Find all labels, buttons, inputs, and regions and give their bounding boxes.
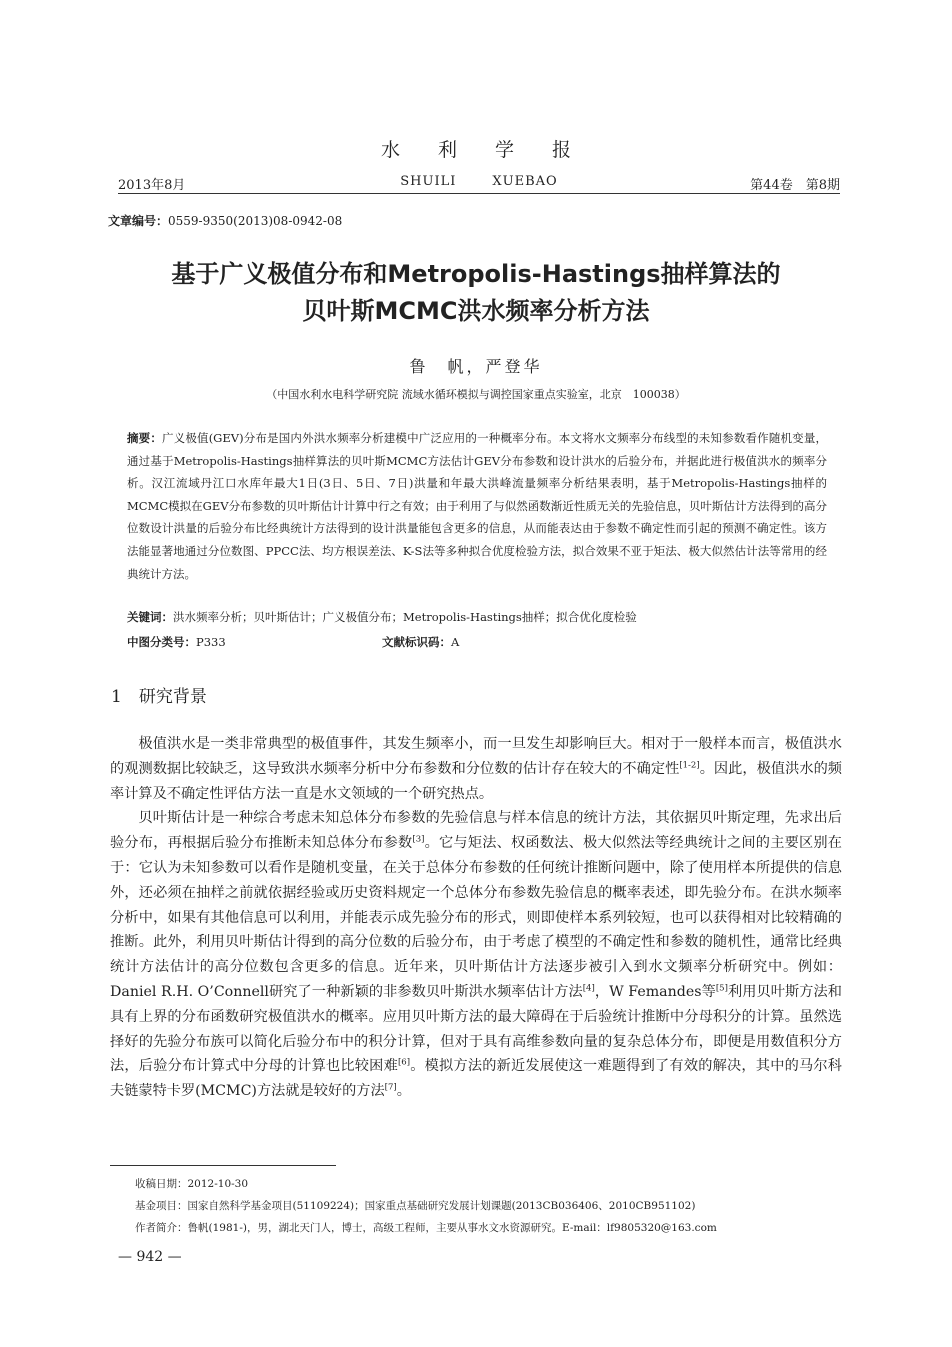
classification-label: 中图分类号： (127, 635, 196, 649)
citation: [7] (384, 1082, 397, 1093)
article-number-label: 文章编号： (108, 214, 169, 228)
abstract-text: 广义极值(GEV)分布是国内外洪水频率分析建模中广泛应用的一种概率分布。本文将水文频率分布线型的未知参数看作随机变量，通过基于Metropolis-Hastings抽样算法的贝叶斯MCMC方法估计GEV分布参数和设计洪水的后验分布，并据此进行极值洪水的频率分析。汉江流域丹江口水库年最大1日(3日、5日、7日)洪量和年最大洪峰流量频率分析结果表明，基于Metropolis-Hastings抽样的MCMC模拟在GEV分布参数的贝叶斯估计计算中行之有效；由于利用了与似然函数渐近性质无关的先验信息，贝叶斯估计方法得到的高分位数设计洪量的后验分布比经典统计方法得到的设计洪量能包含更多的信息，从而能表达由于参数不确定性而引起的预测不确定性。该方法能显著地通过分位数图、PPCC法、均方根误差法、K-S法等多种拟合优度检验方法，拟合效果不亚于矩法、极大似然估计法等常用的经典统计方法。 (127, 431, 828, 581)
citation: [4] (582, 983, 595, 994)
affiliation: （中国水利水电科学研究院 流域水循环模拟与调控国家重点实验室，北京 100038） (266, 388, 686, 401)
text-run: 利用贝叶斯方法和具有上界的分布函数研究极值洪水的概率。应用贝叶斯方法的最大障碍在于后验统计推断中分母积分的计算。虽然选择好的先验分布族可以简化后验分布中的积分计算，但对于具有高维参数向量的复杂总体分布，即便是用数值积分方法，后验分布计算式中分母的计算也比较困难 (110, 983, 842, 1075)
journal-pinyin (118, 174, 840, 189)
issue-date: 2013年8月 (118, 178, 186, 193)
keywords-label: 关键词： (127, 610, 173, 624)
article-number-value: 0559-9350(2013)08-0942-08 (168, 214, 343, 228)
paper-title-line1: 基于广义极值分布和Metropolis-Hastings抽样算法的 (171, 260, 781, 288)
text-run: ，W Femandes等 (594, 983, 716, 1000)
text-run: 。 (396, 1083, 411, 1100)
text-run: 。它与矩法、权函数法、极大似然法等经典统计之间的主要区别在于：它认为未知参数可以看作是随机变量，在关于总体分布参数的任何统计推断问题中，除了使用样本所提供的信息外，还必须在抽样之前就依据经验或历史资料规定一个总体分布参数先验信息的概率表述，即先验分布。在洪水频率分析中，如果有其他信息可以利用，并能表示成先验分布的形式，则即使样本系列较短，也可以获得相对比较精确的推断。此外，利用贝叶斯估计得到的高分位数的后验分布，由于考虑了模型的不确定性和参数的随机性，通常比经典统计方法估计的高分位数包含更多的信息。近年来，贝叶斯估计方法逐步被引入到水文频率分析研究中。例如：Daniel R.H. O’Connell研究了一种新颖的非参数贝叶斯洪水频率估计方法 (110, 835, 842, 1000)
header-rule (118, 193, 840, 194)
text-run: 贝叶斯估计是一种综合考虑未知总体分布参数的先验信息与样本信息的统计方法，其依据贝叶斯定理，先求出后验分布，再根据后验分布推断未知总体分布参数 (110, 810, 842, 852)
journal-title: 水利学报 (380, 139, 609, 161)
paragraph (110, 732, 842, 806)
document-code (382, 634, 459, 650)
citation: [5] (715, 983, 728, 994)
authors: 鲁 帆，严登华 (409, 357, 543, 376)
article-number (108, 212, 342, 229)
body-text (110, 732, 842, 1104)
paper-title-line2: 贝叶斯MCMC洪水频率分析方法 (302, 297, 650, 325)
text-run: 。模拟方法的新近发展使这一难题得到了有效的解决，其中的马尔科夫链蒙特卡罗(MCMC)方法就是较好的方法 (110, 1058, 842, 1100)
classification-value: P333 (196, 635, 226, 649)
keywords (127, 609, 827, 625)
journal-pinyin-2: XUEBAO (492, 174, 558, 189)
citation: [3] (412, 834, 425, 845)
text-run: 极值洪水是一类非常典型的极值事件，其发生频率小，而一旦发生却影响巨大。相对于一般样本而言，极值洪水的观测数据比较缺乏，这导致洪水频率分析中分布参数和分位数的估计存在较大的不确定性 (110, 736, 842, 777)
page-number: — 942 — (118, 1249, 182, 1265)
footnote-rule (110, 1165, 336, 1166)
journal-pinyin-1: SHUILI (400, 174, 457, 189)
document-code-value: A (451, 635, 460, 649)
citation: [1-2] (679, 760, 700, 771)
classification (127, 634, 226, 650)
text-run: 。因此，极值洪水的频率计算及不确定性评估方法一直是水文领域的一个研究热点。 (110, 760, 842, 802)
paragraph (110, 806, 842, 1104)
abstract (127, 427, 827, 585)
volume-issue: 第44卷 第8期 (750, 178, 840, 193)
keywords-text: 洪水频率分析；贝叶斯估计；广义极值分布；Metropolis-Hastings抽样；拟合优化度检验 (173, 610, 637, 624)
document-code-label: 文献标识码： (382, 635, 451, 649)
footnote-received: 收稿日期：2012-10-30 (135, 1178, 249, 1190)
footnote-author: 作者简介：鲁帆(1981-)，男，湖北天门人，博士，高级工程师，主要从事水文水资源研究。E-mail：lf9805320@163.com (135, 1222, 717, 1234)
section-heading: 1 研究背景 (111, 687, 207, 707)
citation: [6] (397, 1057, 411, 1068)
abstract-label: 摘要： (127, 431, 163, 445)
footnote-fund: 基金项目：国家自然科学基金项目(51109224)；国家重点基础研究发展计划课题(2013CB036406、2010CB951102) (135, 1200, 696, 1212)
